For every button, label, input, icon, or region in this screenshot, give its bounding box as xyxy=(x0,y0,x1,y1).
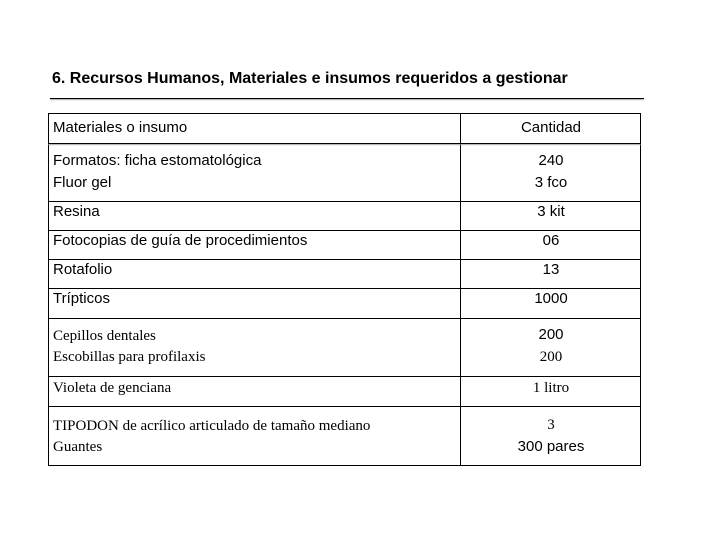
table-row-qty: 1000 xyxy=(534,290,568,307)
table-row-item: Escobillas para profilaxis xyxy=(53,349,206,365)
header-divider xyxy=(48,143,641,144)
table-row-qty: 3 kit xyxy=(537,203,565,220)
table-row-item: Trípticos xyxy=(53,290,110,307)
header-materials: Materiales o insumo xyxy=(53,119,188,136)
table-row-qty: 3 xyxy=(547,417,555,433)
header-quantity: Cantidad xyxy=(520,119,582,136)
row-divider xyxy=(48,406,641,407)
table-row-item: Fotocopias de guía de procedimientos xyxy=(53,232,308,249)
table-row-item: Rotafolio xyxy=(53,261,113,278)
row-divider xyxy=(48,318,641,319)
title-divider xyxy=(50,98,644,99)
table-row-item: Fluor gel xyxy=(53,174,112,191)
table-row-item: Cepillos dentales xyxy=(53,328,156,344)
table-row-item: Guantes xyxy=(53,439,103,455)
table-row-qty: 3 fco xyxy=(534,174,568,191)
table-row-qty: 200 xyxy=(539,349,563,365)
table-row-item: Formatos: ficha estomatológica xyxy=(53,152,262,169)
table-row-qty: 13 xyxy=(542,261,560,278)
page-title: 6. Recursos Humanos, Materiales e insumos requeridos a gestionar xyxy=(52,70,568,87)
table-row-qty: 06 xyxy=(542,232,560,249)
table-row-qty: 1 litro xyxy=(532,380,570,396)
table-row-qty: 240 xyxy=(538,152,564,169)
column-divider xyxy=(460,113,461,466)
table-row-item: Violeta de genciana xyxy=(53,380,172,396)
table-row-item: TIPODON de acrílico articulado de tamaño mediano xyxy=(53,418,371,434)
table-row-qty: 300 pares xyxy=(517,438,585,455)
table-row-qty: 200 xyxy=(538,326,564,343)
table-row-item: Resina xyxy=(53,203,100,220)
